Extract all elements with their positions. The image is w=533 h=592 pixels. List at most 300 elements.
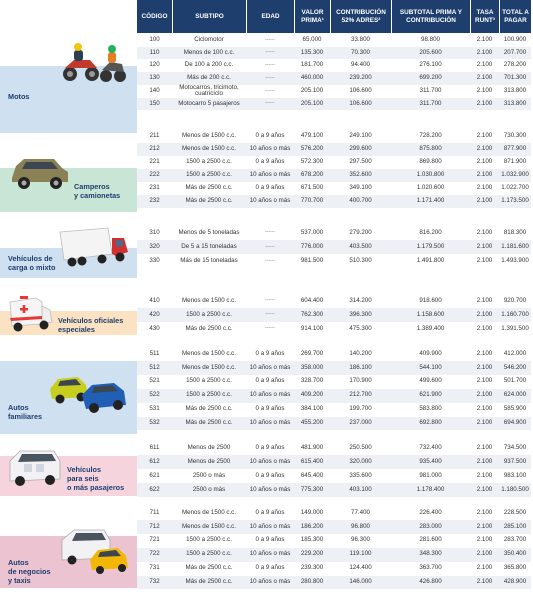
cell-total: 228.500 [503, 508, 527, 516]
cell-total: 412.000 [503, 349, 527, 357]
cell-valor-prima: 671.500 [300, 184, 324, 192]
cell-subtotal: 226.400 [419, 508, 442, 516]
cell-subtotal: 1.389.400 [416, 324, 445, 332]
cell-edad: ------ [265, 257, 275, 264]
cell-tasa-runt: 2.100 [476, 391, 493, 399]
cell-valor-prima: 981.500 [300, 257, 324, 265]
cell-subtotal: 276.100 [419, 61, 442, 69]
cell-codigo: 611 [149, 443, 160, 451]
cell-valor-prima: 770.700 [300, 197, 324, 205]
cell-contribucion: 510.300 [349, 257, 372, 265]
cell-total: 1.022.700 [501, 184, 529, 192]
cell-total: 313.800 [503, 86, 527, 94]
cell-edad: 10 años o más [249, 485, 291, 493]
cell-total: 585.900 [503, 405, 527, 413]
cell-codigo: 511 [149, 349, 160, 357]
cell-contribucion: 475.300 [349, 324, 372, 332]
cell-tasa-runt: 2.100 [476, 310, 493, 318]
cell-subtotal: 981.000 [419, 471, 442, 479]
cell-tasa-runt: 2.100 [476, 158, 493, 166]
cell-subtipo: 2500 o más [192, 485, 226, 493]
table-row [137, 389, 531, 403]
cell-tasa-runt: 2.100 [476, 377, 493, 385]
cell-tasa-runt: 2.100 [476, 522, 493, 530]
cell-tasa-runt: 2.100 [476, 197, 493, 205]
cell-valor-prima: 135.300 [300, 48, 324, 56]
category-label: Autos de negocios y taxis [8, 558, 51, 586]
category-label: Motos [8, 92, 30, 101]
cell-total: 730.300 [503, 132, 527, 140]
cell-contribucion: 349.100 [349, 184, 372, 192]
category-label: Vehículos oficiales especiales [58, 316, 124, 335]
cell-valor-prima: 576.200 [300, 145, 324, 153]
cell-edad: 10 años o más [249, 197, 291, 205]
cell-tasa-runt: 2.100 [476, 228, 493, 236]
cell-subtotal: 311.700 [419, 86, 442, 94]
table-row [137, 169, 531, 182]
cell-codigo: 430 [149, 324, 160, 332]
cell-subtotal: 1.491.800 [416, 257, 445, 265]
cell-valor-prima: 186.200 [300, 522, 324, 530]
cell-codigo: 712 [149, 522, 160, 530]
cell-valor-prima: 149.000 [300, 508, 324, 516]
cell-edad: 0 a 9 años [255, 349, 285, 357]
cell-subtotal: 1.178.400 [416, 485, 445, 493]
cell-valor-prima: 645.400 [300, 471, 324, 479]
cell-subtipo: Menos de 100 c.c. [183, 48, 235, 56]
table-row [137, 240, 531, 254]
cell-subtipo: 2500 o más [192, 471, 226, 479]
table-row [137, 34, 531, 47]
cell-codigo: 231 [149, 184, 160, 192]
cell-subtipo: 1500 a 2500 c.c. [186, 158, 232, 166]
cell-subtipo: Más de 2500 c.c. [185, 324, 233, 332]
cell-codigo: 621 [149, 471, 160, 479]
cell-tasa-runt: 2.100 [476, 536, 493, 544]
table-row [137, 375, 531, 389]
header-contribucion: CONTRIBUCIÓN 52% ADRES² [331, 0, 391, 33]
cell-total: 1.173.500 [501, 197, 529, 205]
cell-valor-prima: 604.400 [300, 296, 324, 304]
table-row [137, 130, 531, 143]
cell-codigo: 110 [149, 48, 160, 56]
cell-contribucion: 237.000 [349, 419, 372, 427]
cell-subtotal: 875.800 [419, 145, 442, 153]
cell-subtipo: 1500 a 2500 c.c. [186, 171, 232, 179]
header-codigo: CÓDIGO [137, 0, 172, 33]
cell-total: 285.100 [503, 522, 527, 530]
cell-subtotal: 348.300 [419, 550, 442, 558]
cell-tasa-runt: 2.100 [476, 145, 493, 153]
cell-total: 1.391.500 [501, 324, 529, 332]
cell-valor-prima: 479.100 [300, 132, 324, 140]
cell-codigo: 532 [149, 419, 160, 427]
cell-edad: 10 años o más [249, 578, 291, 586]
cell-valor-prima: 762.300 [300, 310, 324, 318]
cell-valor-prima: 455.200 [300, 419, 324, 427]
table-row [137, 294, 531, 308]
table-row [137, 72, 531, 85]
cell-subtotal: 205.600 [419, 48, 442, 56]
cell-valor-prima: 572.300 [300, 158, 324, 166]
cell-contribucion: 279.200 [349, 228, 372, 236]
cell-subtipo: Ciclomotor [194, 36, 224, 44]
cell-codigo: 522 [149, 391, 160, 399]
table-row [137, 182, 531, 195]
cell-contribucion: 212.700 [349, 391, 372, 399]
cell-edad: 10 años o más [249, 522, 291, 530]
cell-valor-prima: 269.700 [300, 349, 324, 357]
cell-edad: 0 a 9 años [255, 471, 285, 479]
cell-tasa-runt: 2.100 [476, 457, 493, 465]
cell-valor-prima: 409.200 [300, 391, 324, 399]
cell-contribucion: 106.600 [349, 99, 372, 107]
cell-codigo: 100 [149, 36, 160, 44]
cell-total: 428.900 [503, 578, 527, 586]
cell-edad: 10 años o más [249, 363, 291, 371]
cell-codigo: 731 [149, 564, 160, 572]
cell-edad: 10 años o más [249, 419, 291, 427]
cell-tasa-runt: 2.100 [476, 471, 493, 479]
cell-tasa-runt: 2.100 [476, 36, 493, 44]
cell-edad: 0 a 9 años [255, 377, 285, 385]
cell-edad: ------ [265, 36, 275, 43]
cell-subtotal: 311.700 [419, 99, 442, 107]
cell-subtipo: Menos de 1500 c.c. [181, 145, 236, 153]
cell-tasa-runt: 2.100 [476, 243, 493, 251]
cell-codigo: 721 [149, 536, 160, 544]
cell-edad: ------ [265, 62, 275, 69]
cell-total: 350.400 [503, 550, 527, 558]
cell-total: 365.800 [503, 564, 527, 572]
cell-edad: 0 a 9 años [255, 184, 285, 192]
cell-contribucion: 335.600 [349, 471, 372, 479]
cell-total: 100.900 [503, 36, 527, 44]
table-row [137, 361, 531, 375]
cell-subtotal: 281.600 [419, 536, 442, 544]
cell-codigo: 612 [149, 457, 160, 465]
cell-total: 1.493.900 [501, 257, 529, 265]
cell-edad: 0 a 9 años [255, 405, 285, 413]
cell-total: 920.700 [503, 296, 527, 304]
cell-total: 818.300 [503, 228, 527, 236]
cell-subtotal: 499.600 [419, 377, 442, 385]
cell-subtipo: Más de 2500 c.c. [185, 405, 233, 413]
table-row [137, 85, 531, 98]
cell-subtipo: Menos de 1500 c.c. [181, 508, 236, 516]
cell-edad: ------ [265, 297, 275, 304]
cell-subtotal: 426.800 [419, 578, 442, 586]
cell-contribucion: 170.900 [349, 377, 372, 385]
cell-valor-prima: 460.000 [300, 74, 324, 82]
cell-subtotal: 621.900 [419, 391, 442, 399]
cell-subtotal: 699.200 [419, 74, 442, 82]
table-row [137, 441, 531, 455]
cell-codigo: 330 [149, 257, 160, 265]
cell-subtotal: 544.100 [419, 363, 442, 371]
cell-tasa-runt: 2.100 [476, 564, 493, 572]
cell-codigo: 722 [149, 550, 160, 558]
cell-total: 624.000 [503, 391, 527, 399]
cell-subtotal: 816.200 [419, 228, 442, 236]
table-row [137, 143, 531, 156]
cell-tasa-runt: 2.100 [476, 349, 493, 357]
header-tasa-runt: TASA RUNT³ [471, 0, 499, 33]
cell-tasa-runt: 2.100 [476, 296, 493, 304]
cell-codigo: 211 [149, 132, 160, 140]
cell-tasa-runt: 2.100 [476, 443, 493, 451]
cell-edad: 10 años o más [249, 171, 291, 179]
cell-contribucion: 320.000 [349, 457, 372, 465]
cell-contribucion: 403.500 [349, 243, 372, 251]
cell-total: 1.032.900 [501, 171, 529, 179]
cell-contribucion: 396.300 [349, 310, 372, 318]
cell-tasa-runt: 2.100 [476, 550, 493, 558]
table-row [137, 156, 531, 169]
cell-valor-prima: 914.100 [300, 324, 324, 332]
cell-edad: ------ [265, 49, 275, 56]
cell-tasa-runt: 2.100 [476, 508, 493, 516]
cell-valor-prima: 776.000 [300, 243, 324, 251]
header-valor-prima: VALOR PRIMA¹ [295, 0, 330, 33]
cell-tasa-runt: 2.100 [476, 171, 493, 179]
cell-tasa-runt: 2.100 [476, 74, 493, 82]
cell-subtotal: 583.800 [419, 405, 442, 413]
cell-subtipo: Más de 15 toneladas [180, 257, 238, 265]
cell-edad: 10 años o más [249, 145, 291, 153]
cell-subtotal: 98.800 [421, 36, 440, 44]
cell-subtipo: 1500 a 2500 c.c. [186, 310, 232, 318]
cell-valor-prima: 775.300 [300, 485, 324, 493]
cell-codigo: 512 [149, 363, 160, 371]
suv-icon [8, 154, 70, 192]
cell-subtipo: 1500 a 2500 c.c. [186, 550, 232, 558]
cell-total: 983.100 [503, 471, 527, 479]
cell-edad: 10 años o más [249, 550, 291, 558]
category-label: Camperos y camionetas [74, 182, 121, 201]
cell-subtipo: De 100 a 200 c.c. [184, 61, 234, 69]
category-label: Autos familiares [8, 403, 43, 422]
cell-subtipo: Menos de 5 toneladas [178, 228, 240, 236]
cell-total: 278.200 [503, 61, 527, 69]
truck-icon [58, 226, 130, 272]
cell-codigo: 420 [149, 310, 160, 318]
van-icon [8, 447, 63, 491]
cell-edad: ------ [265, 243, 275, 250]
cell-total: 877.900 [503, 145, 527, 153]
cell-valor-prima: 678.200 [300, 171, 324, 179]
cell-tasa-runt: 2.100 [476, 578, 493, 586]
cell-valor-prima: 481.900 [300, 443, 324, 451]
cell-edad: ------ [265, 100, 275, 107]
cell-tasa-runt: 2.100 [476, 132, 493, 140]
cell-contribucion: 106.600 [349, 86, 372, 94]
cell-valor-prima: 205.100 [300, 86, 324, 94]
cell-contribucion: 239.200 [349, 74, 372, 82]
cell-contribucion: 400.700 [349, 197, 372, 205]
cell-contribucion: 352.600 [349, 171, 372, 179]
cell-total: 871.900 [503, 158, 527, 166]
cell-codigo: 732 [149, 578, 160, 586]
cell-subtipo: Menos de 1500 c.c. [181, 296, 236, 304]
cell-subtipo: De 5 a 15 toneladas [181, 243, 237, 251]
cell-codigo: 221 [149, 158, 160, 166]
cell-codigo: 212 [149, 145, 160, 153]
table-row [137, 483, 531, 497]
cell-valor-prima: 229.200 [300, 550, 324, 558]
cell-contribucion: 119.100 [349, 550, 372, 558]
cell-subtipo: 1500 a 2500 c.c. [186, 377, 232, 385]
table-row [137, 347, 531, 361]
cell-contribucion: 140.200 [349, 349, 372, 357]
cell-total: 694.900 [503, 419, 527, 427]
cell-valor-prima: 384.100 [300, 405, 324, 413]
cell-subtipo: Motocarros, tricimoto, cuatricíclo [179, 83, 239, 98]
cell-contribucion: 146.000 [349, 578, 372, 586]
cell-edad: ------ [265, 74, 275, 81]
cell-codigo: 130 [149, 74, 160, 82]
cell-subtotal: 1.030.800 [416, 171, 445, 179]
cell-contribucion: 250.500 [349, 443, 372, 451]
cell-subtotal: 363.700 [419, 564, 442, 572]
family-cars-icon [48, 367, 130, 415]
cell-subtotal: 1.158.600 [416, 310, 445, 318]
ambulance-icon [6, 294, 54, 334]
cell-subtotal: 918.600 [419, 296, 442, 304]
cell-valor-prima: 358.000 [300, 363, 324, 371]
cell-subtipo: Menos de 1500 c.c. [181, 363, 236, 371]
table-row [137, 506, 531, 520]
cell-subtipo: Menos de 1500 c.c. [181, 349, 236, 357]
cell-tasa-runt: 2.100 [476, 324, 493, 332]
cell-subtotal: 935.400 [419, 457, 442, 465]
cell-valor-prima: 205.100 [300, 99, 324, 107]
cell-subtipo: Motocarro 5 pasajeros [178, 99, 240, 107]
table-row [137, 195, 531, 208]
cell-total: 207.700 [503, 48, 527, 56]
cell-subtotal: 869.800 [419, 158, 442, 166]
cell-edad: 0 a 9 años [255, 564, 285, 572]
cell-subtotal: 409.900 [419, 349, 442, 357]
cell-valor-prima: 328.700 [300, 377, 324, 385]
cell-subtipo: Más de 2500 c.c. [185, 419, 233, 427]
cell-codigo: 232 [149, 197, 160, 205]
cell-codigo: 120 [149, 61, 160, 69]
table-row [137, 417, 531, 431]
cell-tasa-runt: 2.100 [476, 99, 493, 107]
cell-valor-prima: 537.000 [300, 228, 324, 236]
cell-subtotal: 283.000 [419, 522, 442, 530]
taxi-and-van-icon [60, 526, 130, 574]
cell-edad: ------ [265, 311, 275, 318]
cell-subtotal: 692.800 [419, 419, 442, 427]
cell-codigo: 222 [149, 171, 160, 179]
table-row [137, 576, 531, 590]
cell-valor-prima: 181.700 [300, 61, 324, 69]
cell-total: 1.160.700 [501, 310, 529, 318]
cell-subtipo: 1500 a 2500 c.c. [186, 536, 232, 544]
cell-tasa-runt: 2.100 [476, 485, 493, 493]
cell-codigo: 140 [149, 86, 160, 94]
cell-subtotal: 728.200 [419, 132, 442, 140]
cell-valor-prima: 239.300 [300, 564, 324, 572]
cell-valor-prima: 615.400 [300, 457, 324, 465]
cell-contribucion: 94.400 [351, 61, 370, 69]
cell-contribucion: 403.100 [349, 485, 372, 493]
cell-codigo: 310 [149, 228, 160, 236]
table-row [137, 308, 531, 322]
cell-contribucion: 249.100 [349, 132, 372, 140]
cell-total: 937.500 [503, 457, 527, 465]
table-row [137, 562, 531, 576]
table-row [137, 226, 531, 240]
cell-subtipo: Menos de 2500 [187, 457, 231, 465]
table-row [137, 254, 531, 268]
cell-total: 734.500 [503, 443, 527, 451]
header-total: TOTAL A PAGAR [500, 0, 531, 33]
cell-total: 1.180.500 [501, 485, 529, 493]
table-row [137, 59, 531, 72]
motorcycle-and-atv-icon [62, 42, 127, 84]
cell-codigo: 531 [149, 405, 160, 413]
cell-total: 313.800 [503, 99, 527, 107]
cell-subtipo: Más de 2500 c.c. [185, 578, 233, 586]
cell-valor-prima: 65.000 [302, 36, 322, 44]
cell-contribucion: 33.800 [351, 36, 370, 44]
cell-subtotal: 1.020.600 [416, 184, 445, 192]
cell-total: 1.181.600 [501, 243, 529, 251]
cell-contribucion: 96.800 [351, 522, 370, 530]
cell-contribucion: 77.400 [351, 508, 370, 516]
cell-edad: 0 a 9 años [255, 536, 285, 544]
cell-tasa-runt: 2.100 [476, 48, 493, 56]
header-edad: EDAD [247, 0, 294, 33]
cell-subtipo: Más de 2500 c.c. [185, 184, 233, 192]
cell-edad: 10 años o más [249, 457, 291, 465]
table-row [137, 403, 531, 417]
cell-contribucion: 186.100 [349, 363, 372, 371]
cell-tasa-runt: 2.100 [476, 363, 493, 371]
cell-edad: 0 a 9 años [255, 508, 285, 516]
cell-edad: ------ [265, 229, 275, 236]
cell-edad: ------ [265, 87, 275, 94]
table-row [137, 47, 531, 60]
cell-codigo: 320 [149, 243, 160, 251]
cell-valor-prima: 185.300 [300, 536, 324, 544]
table-row [137, 455, 531, 469]
table-row [137, 548, 531, 562]
cell-contribucion: 124.400 [349, 564, 372, 572]
cell-codigo: 711 [149, 508, 160, 516]
cell-codigo: 521 [149, 377, 160, 385]
cell-edad: 0 a 9 años [255, 132, 285, 140]
table-row [137, 322, 531, 336]
cell-contribucion: 297.500 [349, 158, 372, 166]
cell-tasa-runt: 2.100 [476, 184, 493, 192]
category-label: Vehículos de carga o mixto [8, 254, 56, 273]
cell-edad: ------ [265, 325, 275, 332]
cell-subtipo: Más de 2500 c.c. [185, 564, 233, 572]
cell-tasa-runt: 2.100 [476, 419, 493, 427]
cell-edad: 0 a 9 años [255, 158, 285, 166]
cell-total: 701.300 [503, 74, 527, 82]
cell-codigo: 150 [149, 99, 160, 107]
cell-contribucion: 96.300 [351, 536, 370, 544]
cell-total: 546.200 [503, 363, 527, 371]
cell-subtipo: Menos de 2500 [187, 443, 231, 451]
cell-subtotal: 1.179.500 [416, 243, 445, 251]
table-row [137, 469, 531, 483]
